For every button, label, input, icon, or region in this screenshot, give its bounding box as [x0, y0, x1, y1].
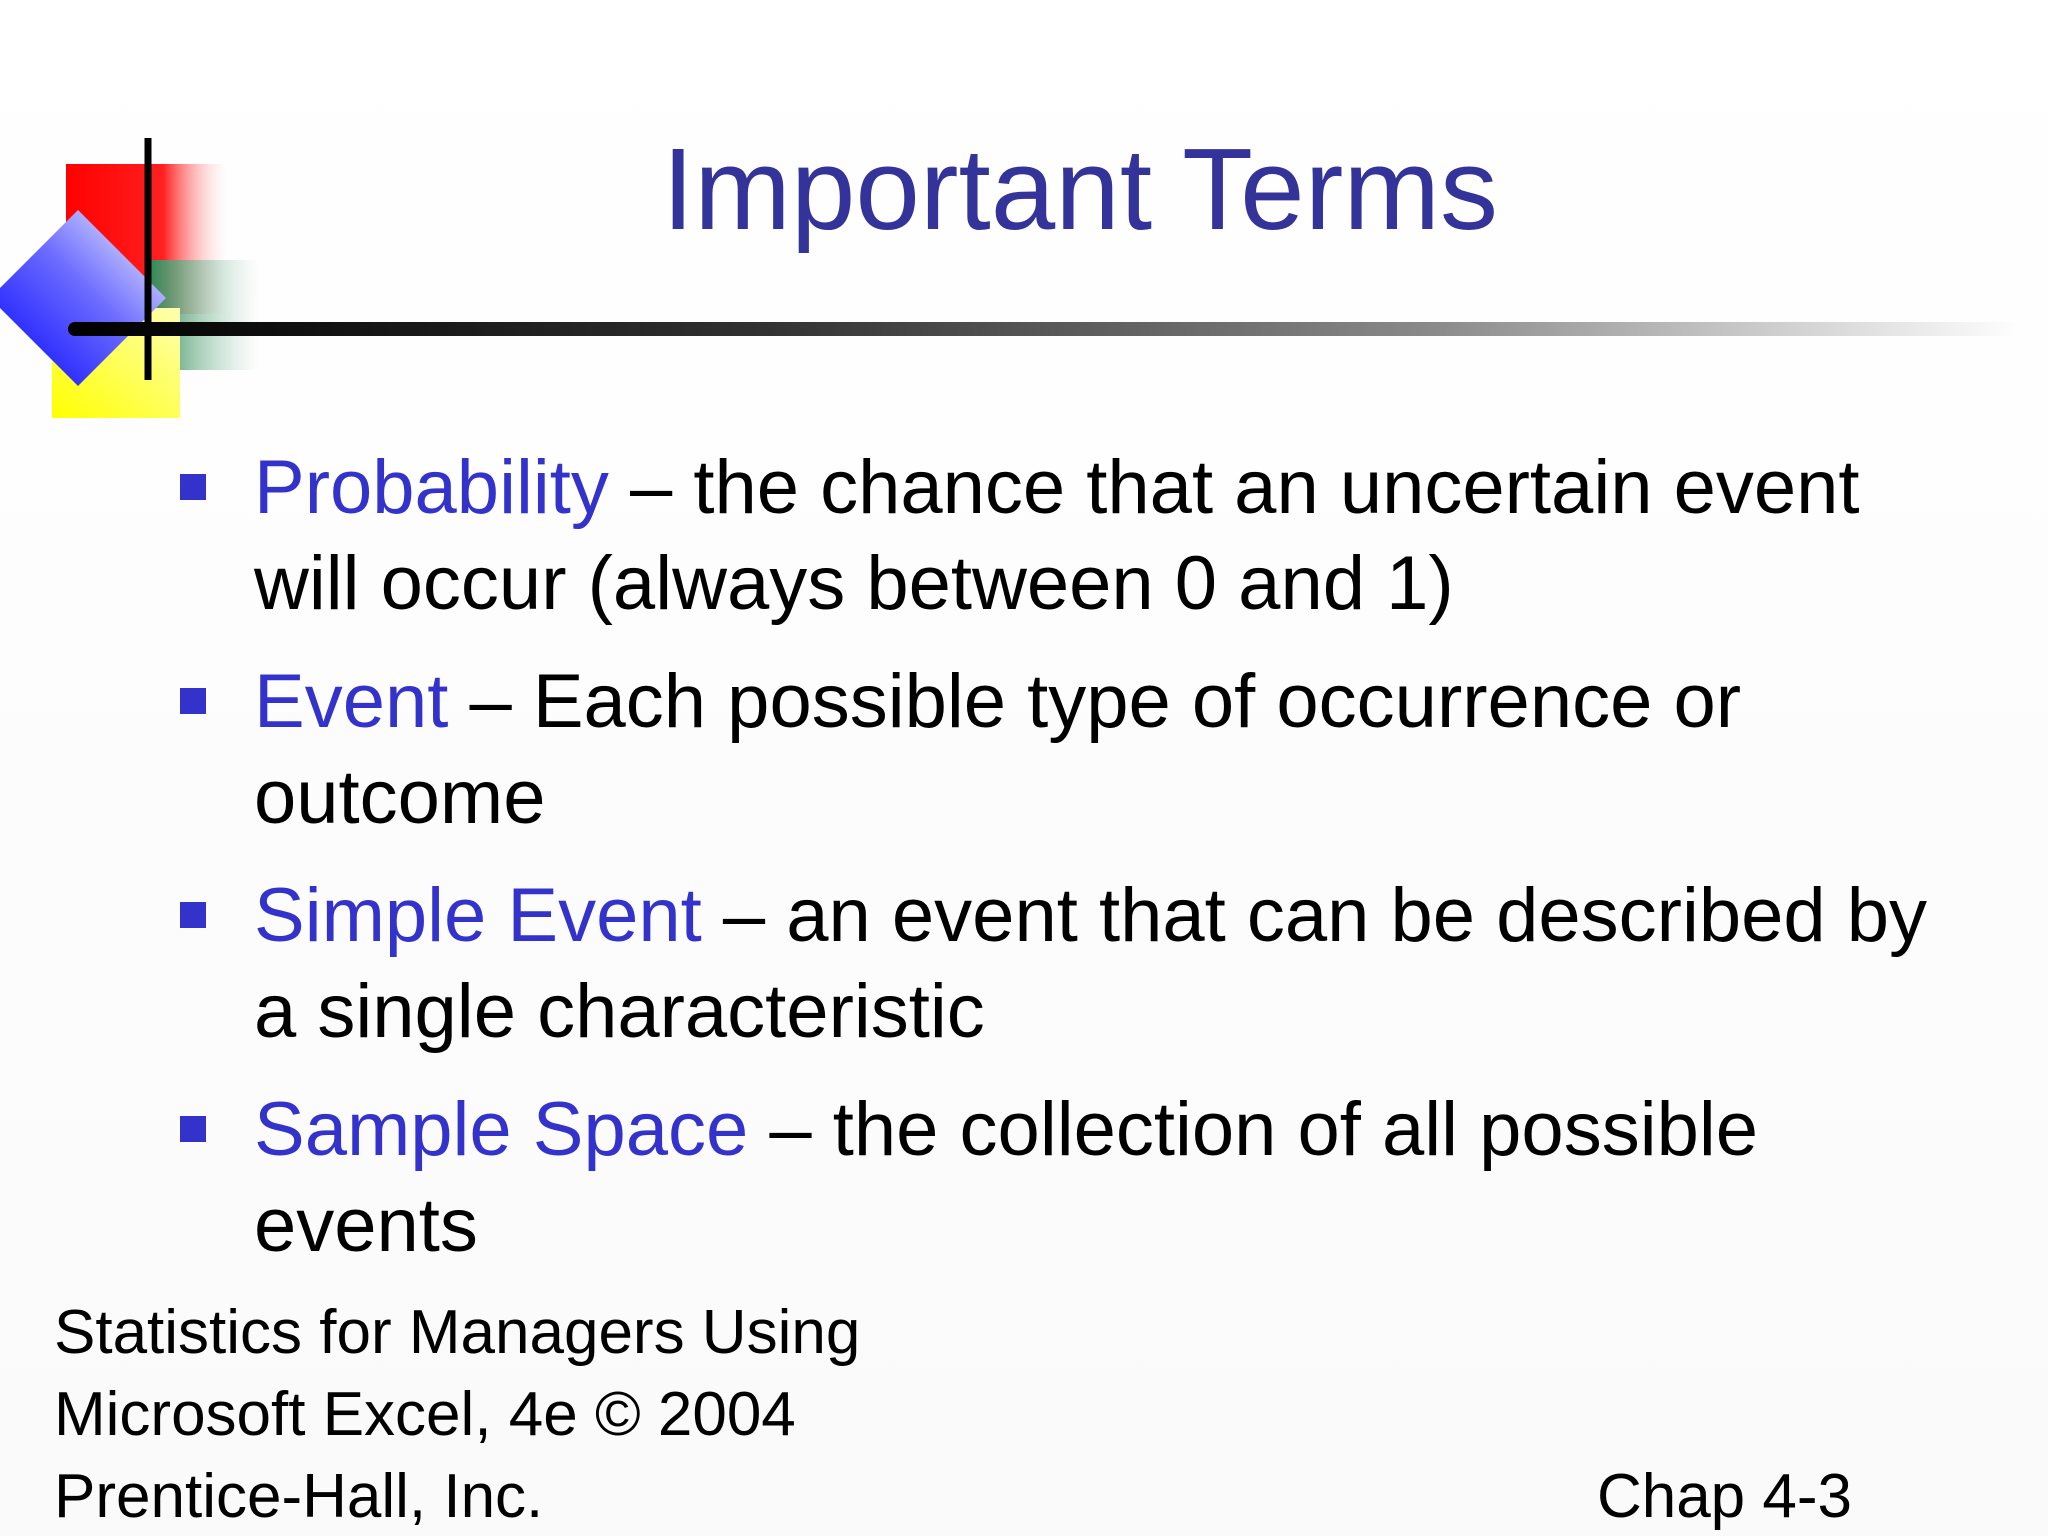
title-divider [68, 322, 2018, 336]
term-definition: – the collection of all possible events [254, 1087, 1759, 1268]
footer-source [54, 1292, 860, 1536]
term-label: Event [254, 659, 449, 744]
square-bullet-icon [180, 902, 206, 928]
list-item [180, 440, 1980, 632]
list-item [180, 1082, 1980, 1274]
term-definition: – Each possible type of occurrence or outcome [254, 659, 1742, 840]
square-bullet-icon [180, 688, 206, 714]
list-item [180, 654, 1980, 846]
term-definition: – an event that can be described by a single characteristic [254, 873, 1928, 1054]
square-bullet-icon [180, 474, 206, 500]
term-definition: – the chance that an uncertain event will occur (always between 0 and 1) [254, 445, 1860, 626]
list-item [180, 868, 1980, 1060]
square-bullet-icon [180, 1116, 206, 1142]
term-label: Probability [254, 445, 609, 530]
term-label: Simple Event [254, 873, 702, 958]
bullet-list [180, 440, 1980, 1296]
footer-line: Prentice-Hall, Inc. [54, 1462, 544, 1531]
slide-title: Important Terms [662, 124, 1498, 254]
slide-number: Chap 4-3 [1596, 1462, 1852, 1531]
footer-line: Statistics for Managers Using [54, 1298, 861, 1367]
footer-line: Microsoft Excel, 4e © 2004 [54, 1380, 796, 1449]
decorative-logo-icon [0, 130, 270, 420]
term-label: Sample Space [254, 1087, 749, 1172]
